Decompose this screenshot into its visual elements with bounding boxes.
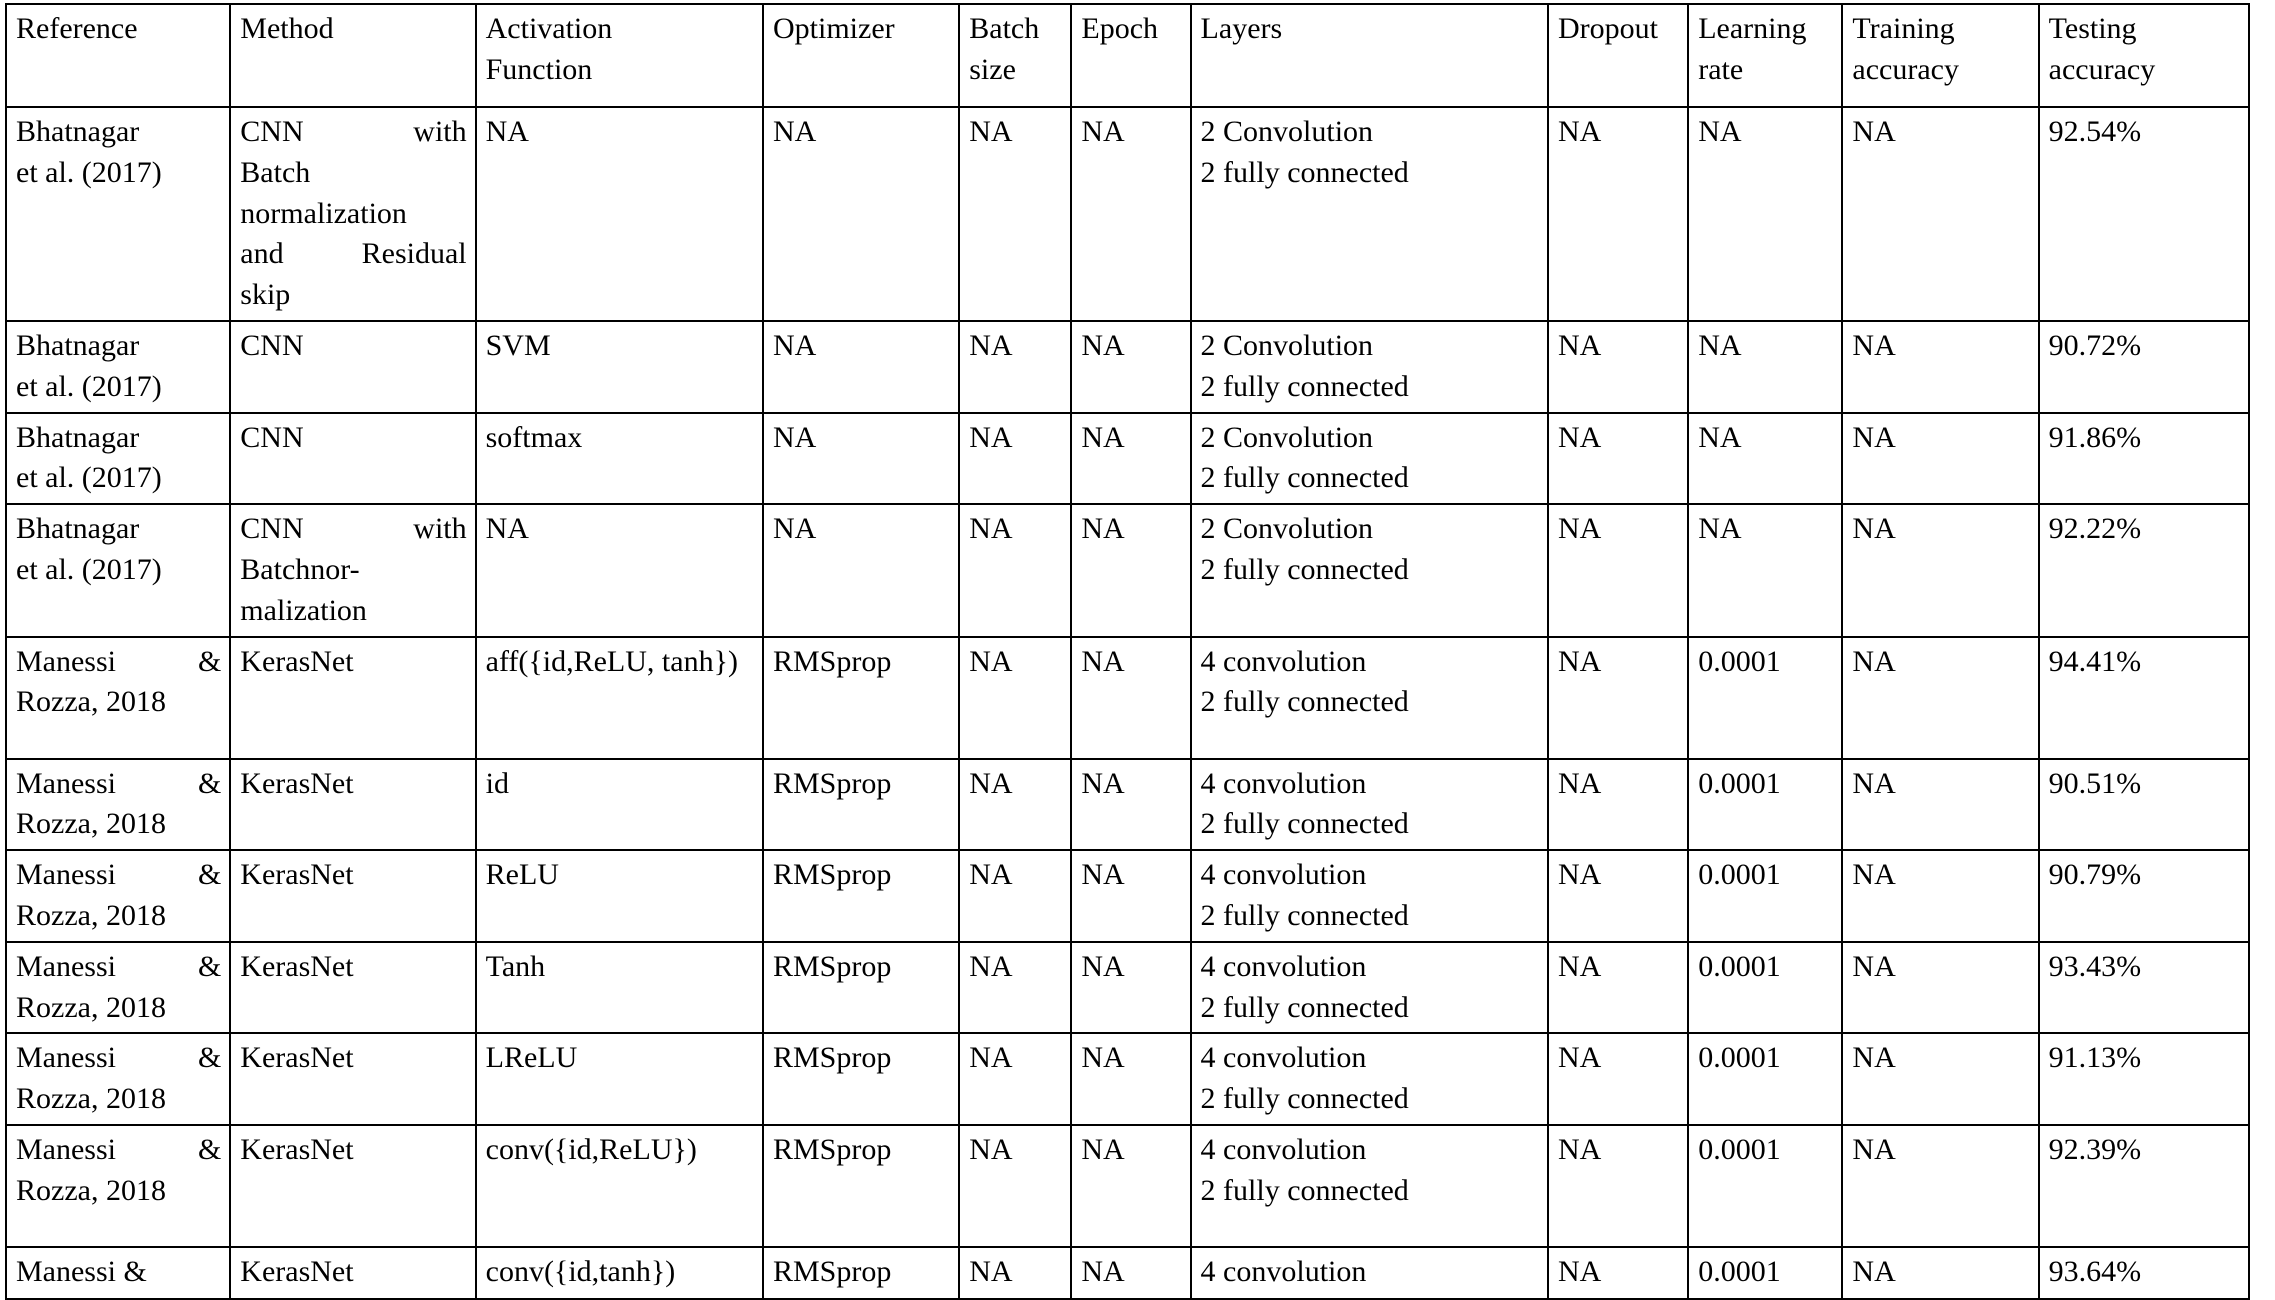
cell-epoch: NA [1071, 1247, 1190, 1299]
cell-line: Manessi & [16, 1254, 147, 1288]
cell-reference [6, 759, 230, 851]
table-body [6, 4, 2249, 1299]
cell-line: and Residual [240, 237, 467, 271]
cell-testing-accuracy: 91.13% [2039, 1033, 2249, 1125]
cell-activation: NA [476, 107, 763, 321]
cell-testing-accuracy: 93.64% [2039, 1247, 2249, 1299]
cell-line: Epoch [1081, 12, 1159, 45]
cell-layers [1191, 759, 1548, 851]
cell-line: KerasNet [240, 949, 354, 983]
cell-training-accuracy: NA [1842, 1247, 2038, 1299]
cell-line: Bhatnagar [16, 115, 140, 148]
cell-reference [6, 321, 230, 413]
cell-line: 2 fully connected [1200, 369, 1409, 403]
cell-line: et al. (2017) [16, 155, 162, 189]
cell-line: Dropout [1558, 12, 1659, 45]
cell-layers [1191, 107, 1548, 321]
cell-optimizer: RMSprop [763, 942, 959, 1034]
cell-method [230, 637, 475, 759]
cell-dropout: NA [1548, 942, 1688, 1034]
cell-layers [1191, 1247, 1548, 1299]
cell-line: rate [1698, 52, 1744, 86]
cell-method [230, 504, 475, 636]
cell-line: Reference [16, 12, 138, 45]
cell-layers [1191, 1033, 1548, 1125]
cell-line: Rozza, 2018 [16, 685, 166, 719]
cell-dropout: NA [1548, 321, 1688, 413]
cell-training-accuracy: NA [1842, 321, 2038, 413]
cell-method [230, 759, 475, 851]
cell-line: 2 fully connected [1200, 552, 1409, 586]
cell-line: Learning [1698, 12, 1807, 45]
column-header-batch_size [959, 4, 1071, 107]
column-header-test_acc [2039, 4, 2249, 107]
cell-line: Bhatnagar [16, 512, 140, 546]
cell-dropout: NA [1548, 1125, 1688, 1247]
cell-line: Testing [2048, 12, 2137, 45]
cell-dropout: NA [1548, 107, 1688, 321]
cell-optimizer: NA [763, 504, 959, 636]
cell-line: KerasNet [240, 1041, 354, 1075]
cell-layers [1191, 850, 1548, 942]
cell-learning-rate: 0.0001 [1688, 850, 1842, 942]
cell-learning-rate: 0.0001 [1688, 942, 1842, 1034]
cell-epoch: NA [1071, 1033, 1190, 1125]
cell-dropout: NA [1548, 413, 1688, 505]
cell-learning-rate: NA [1688, 321, 1842, 413]
cell-reference [6, 413, 230, 505]
cell-training-accuracy: NA [1842, 1125, 2038, 1247]
cell-line: CNN with [240, 512, 467, 546]
cell-line: Manessi & [16, 766, 222, 800]
cell-testing-accuracy: 93.43% [2039, 942, 2249, 1034]
table-row [6, 942, 2249, 1034]
cell-line: Activation [485, 12, 613, 45]
column-header-epoch [1071, 4, 1190, 107]
cell-layers [1191, 413, 1548, 505]
table-header-row [6, 4, 2249, 107]
cell-optimizer: RMSprop [763, 850, 959, 942]
cell-learning-rate: 0.0001 [1688, 1033, 1842, 1125]
cell-method [230, 413, 475, 505]
cell-line: 2 fully connected [1200, 1173, 1409, 1207]
cell-method [230, 942, 475, 1034]
cell-line: Manessi & [16, 1041, 222, 1075]
cell-reference [6, 504, 230, 636]
cell-learning-rate: 0.0001 [1688, 1125, 1842, 1247]
cell-reference [6, 1247, 230, 1299]
cell-training-accuracy: NA [1842, 1033, 2038, 1125]
cell-line: normalization [240, 196, 407, 230]
cell-line: Batch [969, 12, 1040, 45]
cell-optimizer: RMSprop [763, 637, 959, 759]
cell-batch-size: NA [959, 413, 1071, 505]
cell-batch-size: NA [959, 107, 1071, 321]
cell-method [230, 1247, 475, 1299]
cell-learning-rate: 0.0001 [1688, 1247, 1842, 1299]
cell-line: 2 fully connected [1200, 898, 1409, 932]
table-row [6, 759, 2249, 851]
cell-line: 4 convolution [1200, 858, 1367, 892]
cell-learning-rate: NA [1688, 413, 1842, 505]
cell-line: KerasNet [240, 858, 354, 892]
cell-batch-size: NA [959, 1125, 1071, 1247]
cell-line: CNN [240, 328, 304, 362]
cell-dropout: NA [1548, 759, 1688, 851]
cell-line: 4 convolution [1200, 766, 1367, 800]
cell-line: 4 convolution [1200, 1132, 1367, 1166]
cell-epoch: NA [1071, 759, 1190, 851]
cell-training-accuracy: NA [1842, 413, 2038, 505]
cell-line: 4 convolution [1200, 1254, 1367, 1288]
cell-reference [6, 107, 230, 321]
cell-line: Method [240, 12, 334, 45]
cell-method [230, 1033, 475, 1125]
cell-training-accuracy: NA [1842, 107, 2038, 321]
cell-line: KerasNet [240, 1254, 354, 1288]
cell-activation: conv({id,tanh}) [476, 1247, 763, 1299]
cell-optimizer: RMSprop [763, 759, 959, 851]
cell-line: Layers [1200, 12, 1283, 45]
cell-batch-size: NA [959, 1247, 1071, 1299]
table-row [6, 504, 2249, 636]
cell-training-accuracy: NA [1842, 504, 2038, 636]
cell-line: KerasNet [240, 1132, 354, 1166]
cell-line: 2 fully connected [1200, 807, 1409, 841]
cell-epoch: NA [1071, 850, 1190, 942]
cell-testing-accuracy: 92.39% [2039, 1125, 2249, 1247]
cell-learning-rate: 0.0001 [1688, 759, 1842, 851]
cell-line: Training [1852, 12, 1955, 45]
cell-line: 4 convolution [1200, 644, 1367, 678]
cell-line: CNN [240, 420, 304, 454]
cell-optimizer: NA [763, 413, 959, 505]
column-header-layers [1191, 4, 1548, 107]
table-row [6, 850, 2249, 942]
cell-activation: id [476, 759, 763, 851]
cell-learning-rate: 0.0001 [1688, 637, 1842, 759]
column-header-optimizer [763, 4, 959, 107]
cell-epoch: NA [1071, 942, 1190, 1034]
cell-layers [1191, 321, 1548, 413]
cell-line: Rozza, 2018 [16, 1082, 166, 1116]
cell-line: et al. (2017) [16, 369, 162, 403]
cell-reference [6, 1033, 230, 1125]
cell-line: size [969, 52, 1016, 86]
cell-activation: NA [476, 504, 763, 636]
cell-testing-accuracy: 90.51% [2039, 759, 2249, 851]
column-header-activation [476, 4, 763, 107]
cell-line: CNN with [240, 115, 467, 148]
cell-testing-accuracy: 90.79% [2039, 850, 2249, 942]
cell-line: et al. (2017) [16, 461, 162, 495]
cell-line: 2 fully connected [1200, 461, 1409, 495]
cell-optimizer: NA [763, 321, 959, 413]
cell-line: skip [240, 278, 291, 312]
cell-line: Rozza, 2018 [16, 807, 166, 841]
cell-activation: Tanh [476, 942, 763, 1034]
cell-line: KerasNet [240, 644, 354, 678]
cell-learning-rate: NA [1688, 504, 1842, 636]
cell-line: Batchnor- [240, 552, 360, 586]
cell-epoch: NA [1071, 413, 1190, 505]
cell-line: 4 convolution [1200, 1041, 1367, 1075]
cell-learning-rate: NA [1688, 107, 1842, 321]
cell-activation: softmax [476, 413, 763, 505]
cell-line: et al. (2017) [16, 552, 162, 586]
cell-line: Manessi & [16, 644, 222, 678]
cell-layers [1191, 504, 1548, 636]
cell-reference [6, 1125, 230, 1247]
cell-testing-accuracy: 91.86% [2039, 413, 2249, 505]
cell-line: Rozza, 2018 [16, 1173, 166, 1207]
cell-line: 2 fully connected [1200, 155, 1409, 189]
cell-epoch: NA [1071, 1125, 1190, 1247]
cell-dropout: NA [1548, 850, 1688, 942]
cell-line: 4 convolution [1200, 949, 1367, 983]
cell-method [230, 1125, 475, 1247]
cell-line: Bhatnagar [16, 420, 140, 454]
table-row [6, 637, 2249, 759]
table-row [6, 107, 2249, 321]
cell-testing-accuracy: 92.22% [2039, 504, 2249, 636]
cell-method [230, 107, 475, 321]
cell-activation: LReLU [476, 1033, 763, 1125]
cell-training-accuracy: NA [1842, 850, 2038, 942]
cell-batch-size: NA [959, 637, 1071, 759]
column-header-method [230, 4, 475, 107]
cell-method [230, 321, 475, 413]
cell-batch-size: NA [959, 1033, 1071, 1125]
cell-line: 2 Convolution [1200, 328, 1374, 362]
cell-reference [6, 942, 230, 1034]
cell-optimizer: RMSprop [763, 1125, 959, 1247]
cell-line: Manessi & [16, 858, 222, 892]
cell-line: Rozza, 2018 [16, 898, 166, 932]
cell-reference [6, 637, 230, 759]
cell-line: Manessi & [16, 1132, 222, 1166]
cell-line: 2 fully connected [1200, 1082, 1409, 1116]
cell-epoch: NA [1071, 107, 1190, 321]
cell-dropout: NA [1548, 1247, 1688, 1299]
cell-epoch: NA [1071, 637, 1190, 759]
cell-reference [6, 850, 230, 942]
cell-epoch: NA [1071, 504, 1190, 636]
column-header-reference [6, 4, 230, 107]
cell-line: Optimizer [773, 12, 895, 45]
cell-testing-accuracy: 94.41% [2039, 637, 2249, 759]
cell-line: Bhatnagar [16, 328, 140, 362]
cell-line: 2 Convolution [1200, 115, 1374, 148]
cell-activation: aff({id,ReLU, tanh}) [476, 637, 763, 759]
cell-batch-size: NA [959, 850, 1071, 942]
cell-dropout: NA [1548, 637, 1688, 759]
cell-testing-accuracy: 92.54% [2039, 107, 2249, 321]
cell-dropout: NA [1548, 504, 1688, 636]
cell-batch-size: NA [959, 321, 1071, 413]
cell-epoch: NA [1071, 321, 1190, 413]
cell-line: KerasNet [240, 766, 354, 800]
cell-training-accuracy: NA [1842, 759, 2038, 851]
cell-line: 2 fully connected [1200, 685, 1409, 719]
cell-batch-size: NA [959, 942, 1071, 1034]
cell-layers [1191, 942, 1548, 1034]
cell-training-accuracy: NA [1842, 637, 2038, 759]
cell-layers [1191, 1125, 1548, 1247]
cell-activation: conv({id,ReLU}) [476, 1125, 763, 1247]
table-row [6, 413, 2249, 505]
cell-line: 2 fully connected [1200, 990, 1409, 1024]
cell-line: 2 Convolution [1200, 420, 1374, 454]
cell-line: Rozza, 2018 [16, 990, 166, 1024]
column-header-train_acc [1842, 4, 2038, 107]
cell-line: Function [485, 52, 593, 86]
cell-activation: SVM [476, 321, 763, 413]
cell-line: Manessi & [16, 949, 222, 983]
cell-batch-size: NA [959, 759, 1071, 851]
column-header-dropout [1548, 4, 1688, 107]
table-row [6, 1247, 2249, 1299]
column-header-lr [1688, 4, 1842, 107]
cell-line: malization [240, 593, 367, 627]
cell-line: accuracy [2048, 52, 2156, 86]
cell-layers [1191, 637, 1548, 759]
cell-line: 2 Convolution [1200, 512, 1374, 546]
cell-dropout: NA [1548, 1033, 1688, 1125]
cell-training-accuracy: NA [1842, 942, 2038, 1034]
cell-testing-accuracy: 90.72% [2039, 321, 2249, 413]
cell-line: accuracy [1852, 52, 1959, 86]
table-row [6, 1125, 2249, 1247]
cell-method [230, 850, 475, 942]
cell-batch-size: NA [959, 504, 1071, 636]
table-row [6, 321, 2249, 413]
cell-activation: ReLU [476, 850, 763, 942]
comparison-table [5, 3, 2250, 1300]
cell-optimizer: RMSprop [763, 1033, 959, 1125]
cell-optimizer: NA [763, 107, 959, 321]
table-row [6, 1033, 2249, 1125]
cell-optimizer: RMSprop [763, 1247, 959, 1299]
cell-line: Batch [240, 155, 311, 189]
